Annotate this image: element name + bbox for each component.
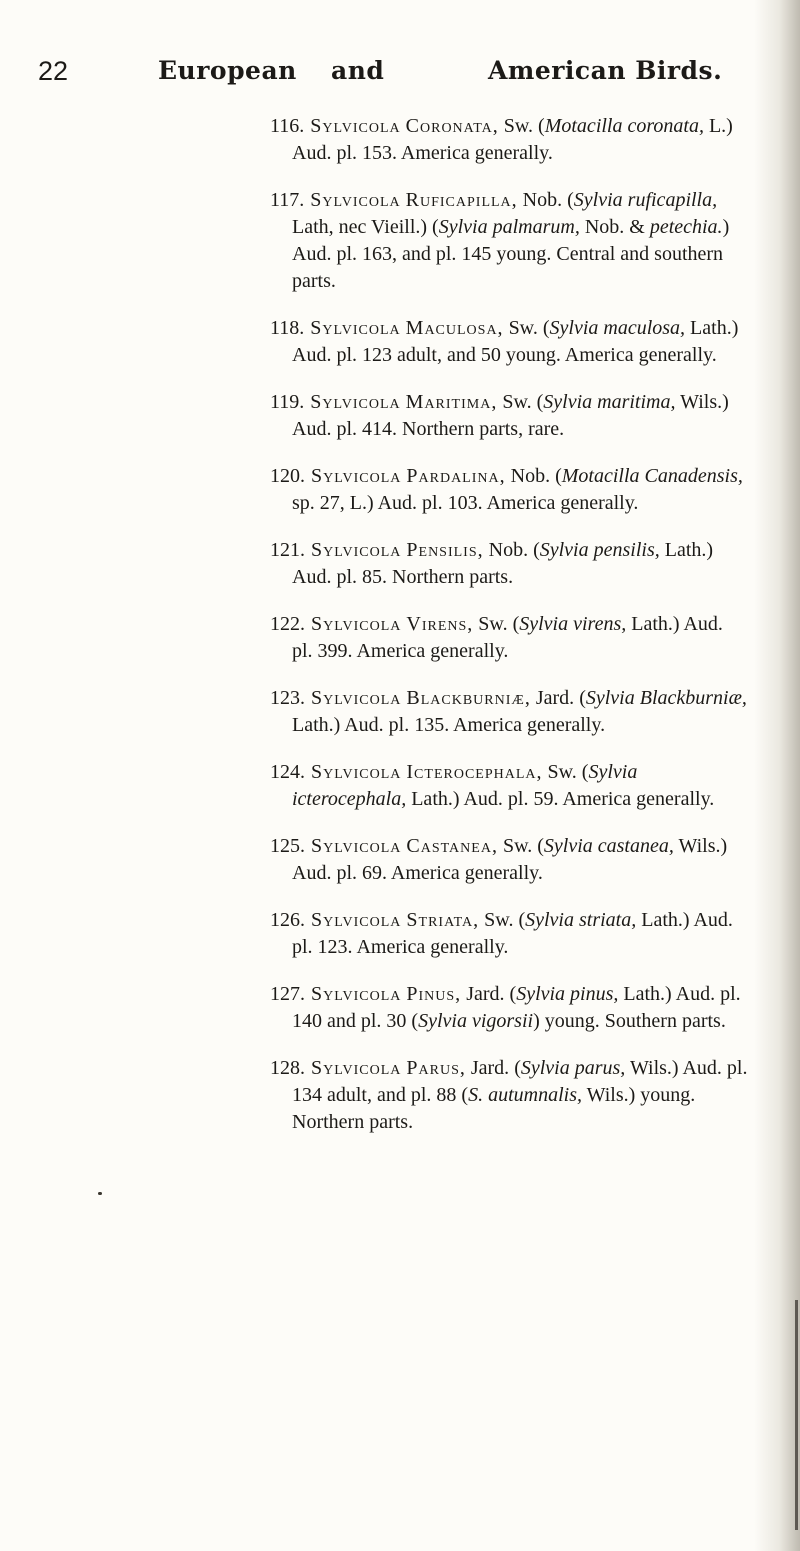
entry-number: 118. [270,317,305,339]
entry-reference: Aud. pl. 153. America generally. [292,142,553,164]
running-head-word-european: European [158,56,297,85]
entry-species: Virens, [406,613,474,635]
entry-genus: Sylvicola [310,115,401,137]
entry-author: Sw. [508,317,538,339]
entry-species: Icterocephala, [406,761,543,783]
entry-reference: Aud. pl. 134 adult, and pl. 88 ( [292,1057,748,1106]
entry-species: Parus, [406,1057,466,1079]
entry-species: Striata, [406,909,480,931]
page-number: 22 [38,56,69,86]
entry-author: Jard. [535,687,575,709]
synonym-open: ( [537,835,544,857]
entry-number: 119. [270,391,305,413]
synonym-name: Sylvia pinus, [516,983,619,1005]
entry-author: Nob. [510,465,551,487]
species-entry-122 [270,611,748,665]
species-entry-125 [270,833,748,887]
entry-reference: Aud. pl. 399. America generally. [292,613,723,662]
entry-genus: Sylvicola [310,391,401,413]
species-entry-118 [270,315,748,369]
entry-genus: Sylvicola [311,539,402,561]
entry-author: Sw. [547,761,577,783]
synonym-name: Sylvia icterocephala, [292,761,638,810]
page-edge-mark [795,1300,798,1530]
species-entry-123 [270,685,748,739]
entry-number: 127. [270,983,305,1005]
extra-synonym-name: S. autumnalis, [468,1084,582,1106]
entry-genus: Sylvicola [311,761,402,783]
synonym-author: sp. 27, L.) [292,492,374,514]
entry-author: Jard. [470,1057,510,1079]
extra-reference: ) young. Southern parts. [533,1010,726,1032]
entry-number: 128. [270,1057,305,1079]
entry-species: Pardalina, [406,465,506,487]
entry-number: 123. [270,687,305,709]
synonym-name: Motacilla Canadensis, [561,465,743,487]
synonym-author: Lath.) [292,714,341,736]
synonym-open: ( [536,391,544,413]
entry-reference: Aud. pl. 123. America generally. [292,909,733,958]
synonym-author: Wils.) [678,835,728,857]
entry-author: Sw. [478,613,508,635]
entry-reference: Aud. pl. 123 adult, and 50 young. America generally. [292,344,717,366]
entry-author: Sw. [502,835,533,857]
entry-genus: Sylvicola [311,465,402,487]
entry-species: Castanea, [406,835,498,857]
synonym-open: ( [542,317,550,339]
entry-reference: Aud. pl. 414. Northern parts, rare. [292,418,565,440]
synonym-open: ( [512,613,520,635]
synonym-open: ( [514,1057,521,1079]
entry-species: Pinus, [406,983,462,1005]
synonym-name: Sylvia parus, [520,1057,626,1079]
entry-reference: Aud. pl. 85. Northern parts. [292,566,514,588]
synonym-open: ( [533,539,540,561]
synonym-name: Sylvia maritima, [543,391,676,413]
entry-reference: Aud. pl. 69. America generally. [292,862,543,884]
synonym-name: Sylvia striata, [525,909,637,931]
synonym-open: ( [518,909,526,931]
species-entry-127 [270,981,748,1035]
entry-number: 122. [270,613,305,635]
synonym-name: Sylvia pensilis, [539,539,660,561]
synonym-open: ( [509,983,517,1005]
species-entry-121 [270,537,748,591]
entry-reference: Aud. pl. 135. America generally. [344,714,606,736]
entry-species: Ruficapilla, [405,189,518,211]
entry-number: 125. [270,835,305,857]
entry-genus: Sylvicola [310,317,401,339]
entry-reference: Aud. pl. 59. America generally. [463,788,715,810]
entry-species: Coronata, [405,115,499,137]
synonym-author: Lath.) [631,613,680,635]
synonym-author: L.) [708,115,733,137]
entry-genus: Sylvicola [311,983,402,1005]
synonym-author-2: Nob. & [584,216,645,238]
running-head-word-american-birds: American Birds. [488,56,723,85]
synonym-name: Sylvia Blackburniæ, [585,687,747,709]
entry-genus: Sylvicola [311,909,402,931]
species-entry-119 [270,389,748,443]
synonym-open: ( [538,115,545,137]
species-entry-126 [270,907,748,961]
species-entry-124 [270,759,748,813]
synonym-name-3: petechia. [649,216,723,238]
entry-reference: Aud. pl. 140 and pl. 30 ( [292,983,741,1032]
synonym-name-2: Sylvia palmarum, [438,216,580,238]
entry-number: 120. [270,465,305,487]
species-list [270,113,748,1156]
synonym-author: Wils.) [680,391,729,413]
entry-species: Maculosa, [405,317,504,339]
page-gutter-shadow [754,0,800,1551]
synonym-author: Lath.) [664,539,714,561]
synonym-author: Wils.) [629,1057,679,1079]
synonym-author: Lath.) [411,788,460,810]
entry-reference: Aud. pl. 103. America generally. [377,492,639,514]
running-head [38,56,738,96]
entry-genus: Sylvicola [311,1057,402,1079]
entry-genus: Sylvicola [311,613,402,635]
entry-number: 117. [270,189,305,211]
synonym-author: Lath.) [641,909,690,931]
extra-synonym-name: Sylvia vigorsii [418,1010,534,1032]
entry-number: 126. [270,909,305,931]
entry-genus: Sylvicola [310,189,401,211]
synonym-author: Lath.) [623,983,672,1005]
running-head-word-and: and [331,56,385,85]
entry-reference: ) Aud. pl. 163, and pl. 145 young. Central and southern parts. [292,216,730,292]
synonym-name: Sylvia maculosa, [549,317,686,339]
species-entry-116 [270,113,748,167]
synonym-author: Lath.) [690,317,739,339]
species-entry-128 [270,1055,748,1136]
entry-species: Pensilis, [406,539,484,561]
entry-genus: Sylvicola [311,835,402,857]
synonym-name: Sylvia castanea, [543,835,674,857]
entry-number: 116. [270,115,305,137]
entry-species: Blackburniæ, [406,687,531,709]
synonym-open: ( [579,687,586,709]
synonym-name: Sylvia virens, [519,613,627,635]
entry-number: 121. [270,539,305,561]
entry-author: Nob. [522,189,563,211]
entry-author: Sw. [503,115,534,137]
synonym-open: ( [567,189,574,211]
entry-author: Sw. [502,391,532,413]
entry-genus: Sylvicola [311,687,402,709]
entry-species: Maritima, [405,391,498,413]
synonym-author: Lath, nec Vieill.) ( [292,216,439,238]
synonym-open: ( [581,761,589,783]
ink-speck [98,1192,102,1195]
entry-author: Sw. [484,909,514,931]
extra-reference: Wils.) young. Northern parts. [292,1084,696,1133]
synonym-open: ( [555,465,562,487]
entry-author: Jard. [466,983,505,1005]
synonym-name: Motacilla coronata, [544,115,704,137]
synonym-name: Sylvia ruficapilla, [573,189,718,211]
species-entry-117 [270,187,748,295]
entry-number: 124. [270,761,305,783]
entry-author: Nob. [488,539,529,561]
species-entry-120 [270,463,748,517]
